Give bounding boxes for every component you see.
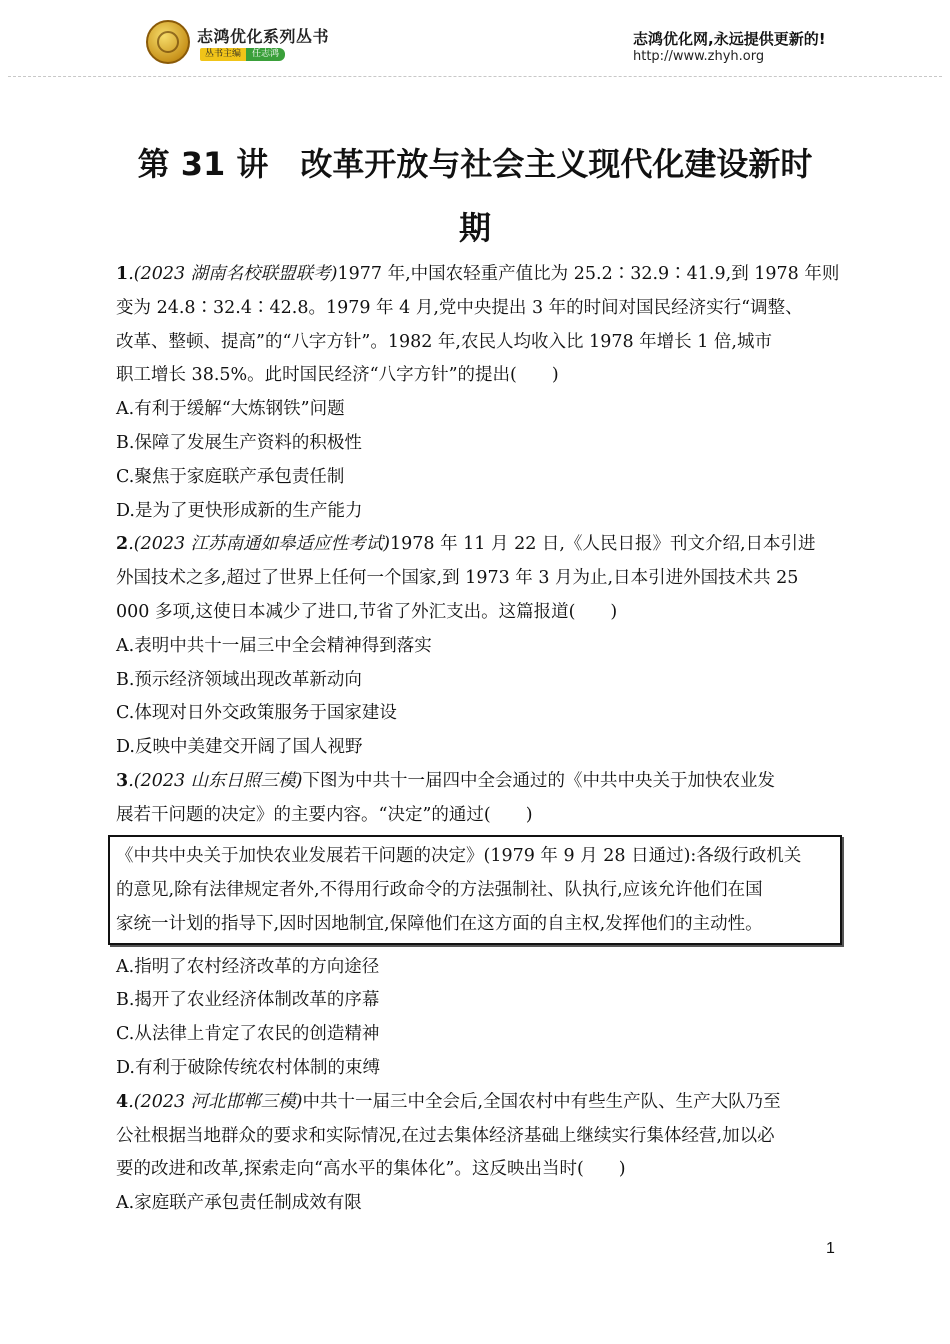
site-slogan: 志鸿优化网,永远提供更新的! xyxy=(633,30,826,48)
question-text: 要的改进和改革,探索走向“高水平的集体化”。这反映出当时( ) xyxy=(116,1159,626,1180)
option-b: B.保障了发展生产资料的积极性 xyxy=(116,432,362,453)
option-c: C.从法律上肯定了农民的创造精神 xyxy=(116,1024,380,1045)
title-line-2: 期 xyxy=(458,209,491,247)
page-header xyxy=(0,0,950,90)
question-number: 3 xyxy=(116,770,129,791)
question-number: 1 xyxy=(116,264,129,284)
question-text: 中共十一届三中全会后,全国农村中有些生产队、生产大队乃至 xyxy=(302,1091,781,1112)
source-material-line: 《中共中央关于加快农业发展若干问题的决定》(1979 年 9 月 28 日通过):各级行政机关 xyxy=(116,845,802,866)
source-material-line: 的意见,除有法律规定者外,不得用行政命令的方法强制社、队执行,应该允许他们在国 xyxy=(116,879,763,900)
question-number: 2 xyxy=(116,534,129,555)
publisher-logo-icon xyxy=(146,20,190,64)
question-source: .(2023 河北邯郸三模) xyxy=(128,1091,303,1112)
question-source: .(2023 湖南名校联盟联考) xyxy=(128,264,338,284)
question-text: 1977 年,中国农轻重产值比为 25.2∶32.9∶41.9,到 1978 年则 xyxy=(337,264,840,284)
option-b: B.预示经济领域出现改革新动向 xyxy=(116,669,362,690)
question-text: 职工增长 38.5%。此时国民经济“八字方针”的提出( ) xyxy=(116,365,559,386)
option-d: D.反映中美建交开阔了国人视野 xyxy=(116,737,363,758)
option-a: A.有利于缓解“大炼钢铁”问题 xyxy=(116,399,345,420)
question-text: 展若干问题的决定》的主要内容。“决定”的通过( ) xyxy=(116,804,533,825)
lesson-title xyxy=(100,132,850,260)
question-text: 000 多项,这使日本减少了进口,节省了外汇支出。这篇报道( ) xyxy=(116,601,618,622)
question-text: 下图为中共十一届四中全会通过的《中共中央关于加快农业发 xyxy=(302,770,776,791)
option-c: C.聚焦于家庭联产承包责任制 xyxy=(116,466,345,487)
title-line-1: 第 31 讲 改革开放与社会主义现代化建设新时 xyxy=(137,145,813,183)
question-text: 变为 24.8∶32.4∶42.8。1979 年 4 月,党中央提出 3 年的时间对国民经济实行“调整、 xyxy=(116,297,803,318)
question-number: 4 xyxy=(116,1091,129,1112)
series-name: 志鸿优化系列丛书 xyxy=(197,27,330,46)
option-b: B.揭开了农业经济体制改革的序幕 xyxy=(116,990,380,1011)
question-list xyxy=(116,258,838,1221)
question-1 xyxy=(116,258,838,528)
editor-label: 丛书主编 xyxy=(200,48,246,61)
site-url[interactable]: http://www.zhyh.org xyxy=(633,49,765,64)
option-d: D.有利于破除传统农村体制的束缚 xyxy=(116,1057,380,1078)
question-source: .(2023 江苏南通如皋适应性考试) xyxy=(128,534,391,555)
question-text: 外国技术之多,超过了世界上任何一个国家,到 1973 年 3 月为止,日本引进外国技术共 25 xyxy=(116,568,799,589)
question-text: 1978 年 11 月 22 日,《人民日报》刊文介绍,日本引进 xyxy=(390,534,816,555)
question-text: 改革、整顿、提高”的“八字方针”。1982 年,农民人均收入比 1978 年增长 1 倍,城市 xyxy=(116,331,772,352)
page-number: 1 xyxy=(826,1240,835,1257)
question-source: .(2023 山东日照三模) xyxy=(128,770,303,791)
question-text: 公社根据当地群众的要求和实际情况,在过去集体经济基础上继续实行集体经营,加以必 xyxy=(116,1125,775,1146)
option-d: D.是为了更快形成新的生产能力 xyxy=(116,500,363,521)
question-2 xyxy=(116,528,838,765)
source-material-box xyxy=(108,835,842,945)
source-material-line: 家统一计划的指导下,因时因地制宜,保障他们在这方面的自主权,发挥他们的主动性。 xyxy=(116,913,763,934)
editor-tag xyxy=(200,48,285,61)
option-a: A.指明了农村经济改革的方向途径 xyxy=(116,956,380,977)
question-4 xyxy=(116,1086,838,1221)
header-divider xyxy=(8,76,942,77)
question-3 xyxy=(116,765,838,1086)
option-c: C.体现对日外交政策服务于国家建设 xyxy=(116,703,397,724)
option-a: A.表明中共十一届三中全会精神得到落实 xyxy=(116,635,432,656)
editor-name: 任志鸿 xyxy=(246,48,285,61)
option-a: A.家庭联产承包责任制成效有限 xyxy=(116,1193,362,1214)
